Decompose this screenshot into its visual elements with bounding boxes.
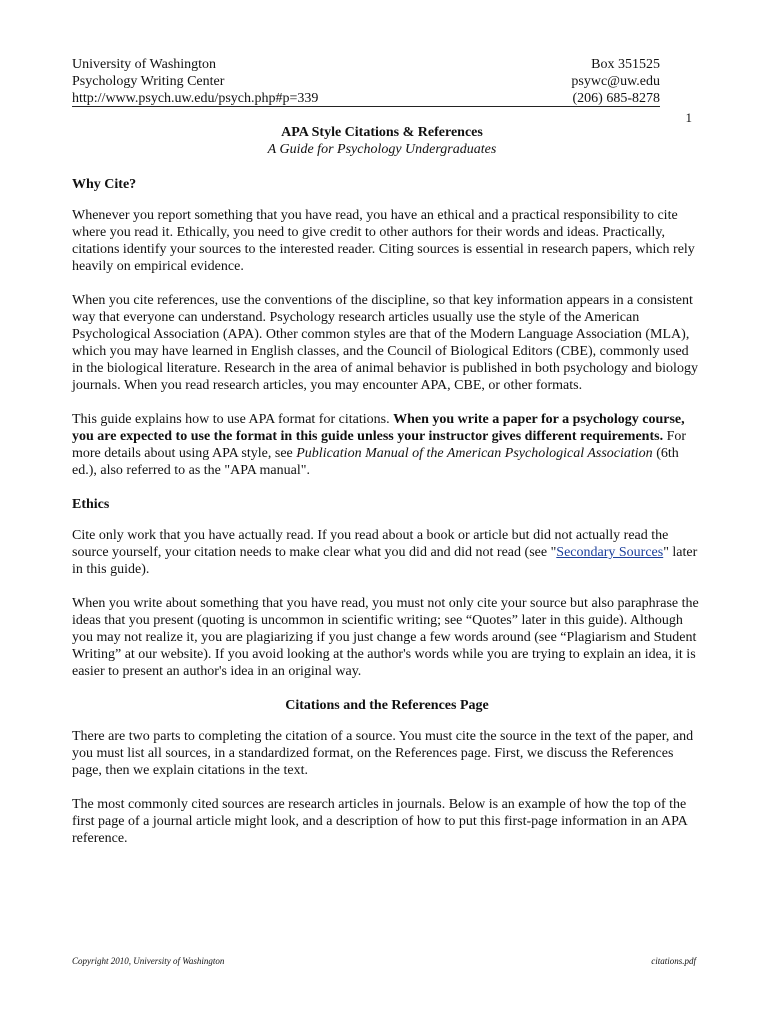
page-subtitle: A Guide for Psychology Undergraduates: [267, 142, 497, 157]
university-name: University of Washington: [72, 57, 217, 72]
header-left: [72, 56, 318, 107]
center-name: Psychology Writing Center: [72, 74, 225, 89]
text-run: (6th ed.), also referred to as the "APA manual".: [72, 446, 679, 478]
page-number: 1: [685, 110, 692, 125]
center-url: http://www.psych.uw.edu/psych.php#p=339: [72, 91, 319, 106]
header-right: [571, 56, 660, 107]
text-run: Cite only work that you have actually read. If you read about a book or article but did not actually read the source yourself, your citation needs to make clear what you did and did not read (see ": [72, 528, 669, 560]
page-title: APA Style Citations & References: [281, 125, 483, 140]
contact-phone: (206) 685-8278: [572, 91, 660, 106]
paragraph: Whenever you report something that you have read, you have an ethical and a practical responsibility to cite where you read it. Ethically, you need to give credit to other authors for their words and ideas. Practically, citations identify your sources to the interested reader. Citing sources is essential in research papers, which rely heavily on empirical evidence.: [72, 208, 695, 274]
text-run: For more details about using APA style, see: [72, 429, 687, 461]
text-run: " later in this guide).: [72, 545, 698, 577]
secondary-sources-link[interactable]: Secondary Sources: [556, 545, 664, 560]
page-footer: [72, 956, 696, 966]
copyright-text: Copyright 2010, University of Washington: [72, 956, 225, 966]
section-heading-citations: Citations and the References Page: [285, 698, 489, 713]
box-number: Box 351525: [591, 57, 660, 72]
section-heading-ethics: Ethics: [72, 497, 110, 512]
title-block: [72, 124, 692, 158]
section-heading-why-cite: Why Cite?: [72, 177, 137, 192]
paragraph: When you write about something that you have read, you must not only cite your source but also paraphrase the ideas that you present (quoting is uncommon in scientific writing; see “Quotes” later in this guide). Although you may not realize it, you are plagiarizing if you just change a few words around (see “Plagiarism and Student Writing” at our website). If you avoid looking at the author's words while you are trying to explain an idea, it is easier to present an author's idea in an original way.: [72, 596, 699, 679]
paragraph: [72, 527, 702, 578]
manual-title: Publication Manual of the American Psychological Association: [296, 446, 653, 461]
bold-text: When you write a paper for a psychology course, you are expected to use the format in this guide unless your instructor gives different requirements.: [72, 412, 685, 444]
header-divider: [72, 106, 660, 107]
paragraph: There are two parts to completing the citation of a source. You must cite the source in the text of the paper, and you must list all sources, in a standardized format, on the References page. First, we discuss the References page, then we explain citations in the text.: [72, 729, 694, 778]
document-body: [72, 176, 702, 864]
paragraph: When you cite references, use the conventions of the discipline, so that key information appears in a consistent way that everyone can understand. Psychology research articles usually use the style of the American Psychological Association (APA). Other common styles are that of the Modern Language Association (MLA), which you may have learned in English classes, and the Council of Biological Editors (CBE), commonly used in the biological literature. Research in the area of animal behavior is published in both psychology and biology journals. When you read research articles, you may encounter APA, CBE, or other formats.: [72, 293, 698, 393]
paragraph: The most commonly cited sources are research articles in journals. Below is an example of how the top of the first page of a journal article might look, and a description of how to put this first-page information in an APA reference.: [72, 797, 687, 846]
file-name: citations.pdf: [651, 956, 696, 966]
text-run: This guide explains how to use APA format for citations.: [72, 412, 394, 427]
contact-email: psywc@uw.edu: [571, 74, 660, 89]
paragraph: [72, 411, 702, 479]
